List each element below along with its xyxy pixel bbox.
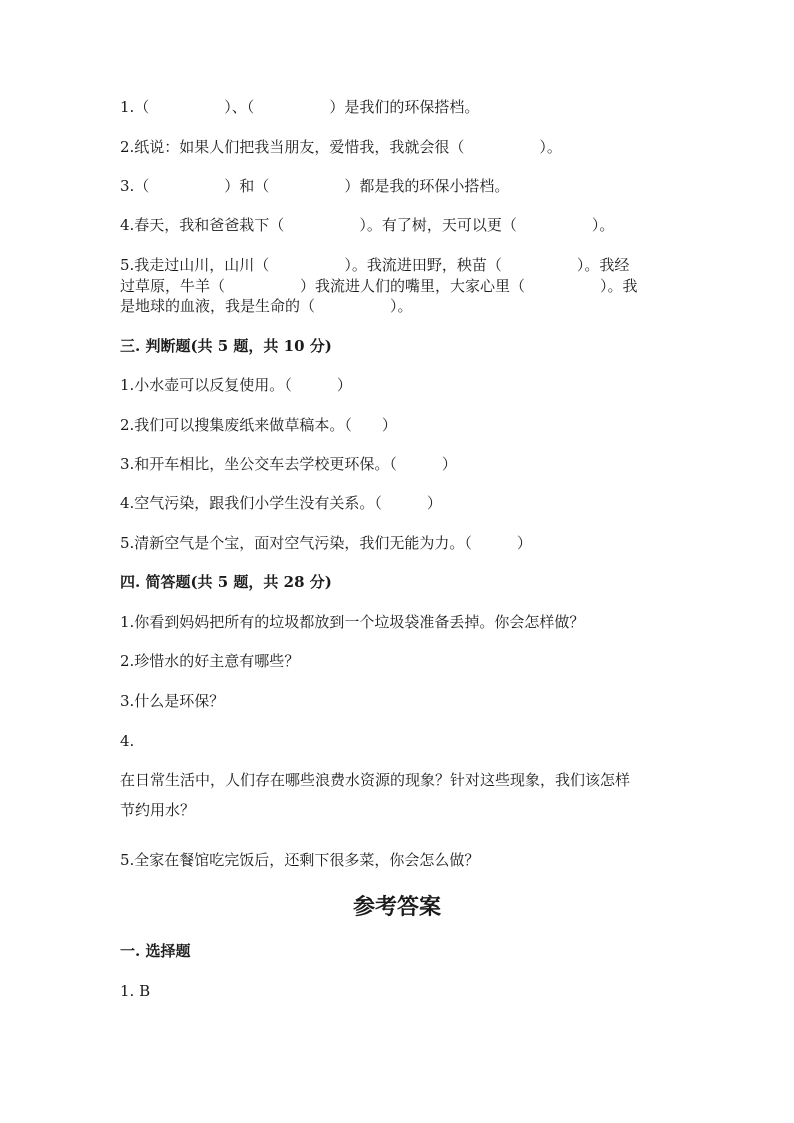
fill-in-question-2: 2.纸说：如果人们把我当朋友，爱惜我，我就会很（ ）。 <box>120 138 562 156</box>
short-answer-question-1: 1.你看到妈妈把所有的垃圾都放到一个垃圾袋准备丢掉。你会怎样做？ <box>120 613 585 631</box>
judge-question-3: 3.和开车相比，坐公交车去学校更环保。（ ） <box>120 455 457 473</box>
short-answer-question-3: 3.什么是环保？ <box>120 692 225 710</box>
judge-section-heading: 三. 判断题(共 5 题，共 10 分) <box>120 337 332 355</box>
fill-in-question-4: 4.春天，我和爸爸栽下（ ）。有了树，天可以更（ ）。 <box>120 216 615 234</box>
short-answer-question-2: 2.珍惜水的好主意有哪些？ <box>120 652 300 670</box>
fill-in-question-5-line-3: 是地球的血液，我是生命的（ ）。 <box>120 297 413 315</box>
short-answer-question-4-line-2: 节约用水？ <box>120 801 196 819</box>
short-answer-question-4-line-1: 在日常生活中，人们存在哪些浪费水资源的现象？针对这些现象，我们该怎样 <box>120 771 631 789</box>
fill-in-question-5-line-1: 5.我走过山川，山川（ ）。我流进田野，秧苗（ ）。我经 <box>120 256 630 274</box>
short-answer-question-4-number: 4. <box>120 732 135 750</box>
fill-in-question-3: 3.（ ）和（ ）都是我的环保小搭档。 <box>120 177 510 195</box>
judge-question-2: 2.我们可以搜集废纸来做草稿本。（ ） <box>120 416 397 434</box>
short-answer-section-heading: 四. 简答题(共 5 题，共 28 分) <box>120 573 332 591</box>
answer-key-title: 参考答案 <box>352 894 441 920</box>
fill-in-question-5-line-2: 过草原，牛羊（ ）我流进人们的嘴里，大家心里（ ）。我 <box>120 277 638 295</box>
judge-question-5: 5.清新空气是个宝，面对空气污染，我们无能为力。（ ） <box>120 534 532 552</box>
judge-question-1: 1.小水壶可以反复使用。（ ） <box>120 376 352 394</box>
answer-1: 1. B <box>120 982 151 1000</box>
short-answer-question-5: 5.全家在餐馆吃完饭后，还剩下很多菜，你会怎么做？ <box>120 851 480 869</box>
answer-section-1-heading: 一. 选择题 <box>120 942 191 960</box>
fill-in-question-1: 1.（ ）、（ ）是我们的环保搭档。 <box>120 98 480 116</box>
judge-question-4: 4.空气污染，跟我们小学生没有关系。（ ） <box>120 494 442 512</box>
